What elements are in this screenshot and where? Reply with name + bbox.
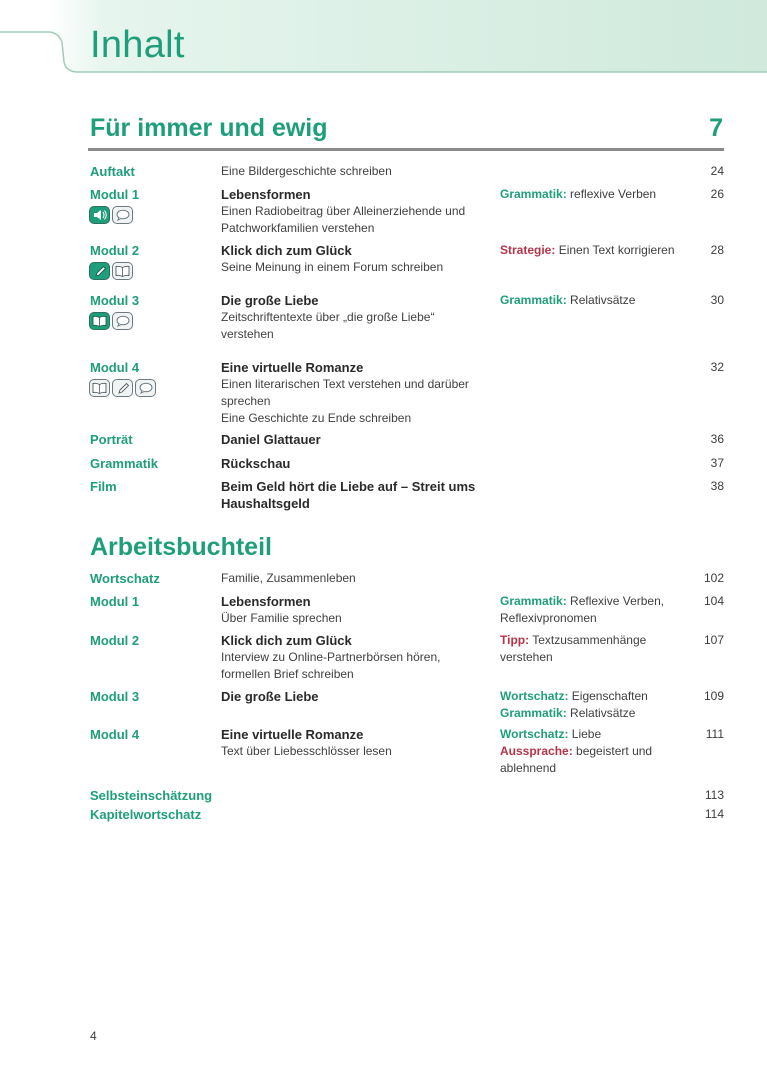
workbook-row-content xyxy=(221,632,491,683)
toc-row-title: Die große Liebe xyxy=(221,293,319,308)
focus-key: Strategie: xyxy=(500,243,556,257)
toc-row-label: Modul 1 xyxy=(90,187,140,202)
workbook-row-label: Modul 1 xyxy=(90,594,140,609)
toc-row-content xyxy=(221,455,491,472)
workbook-extra-page: 113 xyxy=(704,788,724,802)
workbook-title: Arbeitsbuchteil xyxy=(90,533,272,561)
toc-row-page: 24 xyxy=(710,164,724,178)
toc-row-content xyxy=(221,359,491,427)
workbook-extra-label: Kapitelwortschatz xyxy=(90,807,202,822)
focus-line xyxy=(500,649,690,666)
workbook-row-title: Klick dich zum Glück xyxy=(221,633,352,648)
toc-row-page: 26 xyxy=(710,187,724,201)
focus-key: Grammatik: xyxy=(500,594,567,608)
workbook-row-title: Die große Liebe xyxy=(221,689,319,704)
focus-line xyxy=(500,632,690,649)
skill-icons xyxy=(89,379,156,397)
toc-row-page: 30 xyxy=(710,293,724,307)
book-icon-glyph xyxy=(92,315,107,327)
focus-text: verstehen xyxy=(500,650,553,664)
toc-row-description: Einen Radiobeitrag über Alleinerziehende und xyxy=(221,204,466,218)
focus-key: Tipp: xyxy=(500,633,530,647)
book-icon-glyph xyxy=(92,382,107,394)
focus-text: begeistert und xyxy=(572,744,653,758)
toc-row-title: Klick dich zum Glück xyxy=(221,243,352,258)
focus-text: Einen Text korrigieren xyxy=(555,243,675,257)
speech-bubble-icon-glyph xyxy=(139,382,153,394)
toc-row-description: Seine Meinung in einem Forum schreiben xyxy=(221,260,444,274)
focus-text: Relativsätze xyxy=(566,706,636,720)
toc-row-label: Grammatik xyxy=(90,456,158,471)
workbook-row-page: 104 xyxy=(703,594,724,608)
pencil-icon-glyph xyxy=(93,265,107,277)
focus-line xyxy=(500,726,690,743)
focus-line xyxy=(500,688,690,705)
toc-row-content xyxy=(221,292,491,343)
speech-bubble-icon-glyph xyxy=(116,209,130,221)
workbook-row-focus xyxy=(500,726,690,777)
skill-icons xyxy=(89,312,133,330)
workbook-row-focus xyxy=(500,593,690,627)
focus-text: ablehnend xyxy=(500,761,557,775)
workbook-row-label: Modul 4 xyxy=(90,727,140,742)
focus-line xyxy=(500,705,690,722)
toc-row-page: 36 xyxy=(710,432,724,446)
skill-icons xyxy=(89,262,133,280)
chapter-rule xyxy=(88,148,724,151)
pencil-icon xyxy=(89,262,110,280)
toc-row-page: 38 xyxy=(710,479,724,493)
toc-row-content xyxy=(221,478,491,512)
book-icon xyxy=(112,262,133,280)
workbook-row-page: 107 xyxy=(703,633,724,647)
focus-line xyxy=(500,610,690,627)
focus-text: Liebe xyxy=(568,727,602,741)
focus-line xyxy=(500,760,690,777)
skill-icons xyxy=(89,206,133,224)
workbook-row-label: Modul 3 xyxy=(90,689,140,704)
workbook-row-page: 111 xyxy=(705,727,724,741)
toc-row-description: Eine Geschichte zu Ende schreiben xyxy=(221,411,412,425)
toc-row-label: Porträt xyxy=(90,432,133,447)
toc-row-description: Patchworkfamilien verstehen xyxy=(221,221,375,235)
toc-row-focus xyxy=(500,242,690,259)
focus-text: Reflexive Verben, xyxy=(566,594,665,608)
toc-row-label: Film xyxy=(90,479,117,494)
pencil-icon-glyph xyxy=(116,382,130,394)
toc-row-description: Einen literarischen Text verstehen und darüber xyxy=(221,377,469,391)
workbook-row-page: 102 xyxy=(703,571,724,585)
speech-bubble-icon xyxy=(112,312,133,330)
toc-row-description: Zeitschriftentexte über „die große Liebe“ xyxy=(221,310,435,324)
workbook-extra-page: 114 xyxy=(704,807,724,821)
toc-row-page: 28 xyxy=(710,243,724,257)
workbook-extra-label: Selbsteinschätzung xyxy=(90,788,213,803)
speech-bubble-icon-glyph xyxy=(116,315,130,327)
workbook-row-description: Über Familie sprechen xyxy=(221,611,342,625)
book-icon xyxy=(89,312,110,330)
speaker-icon-glyph xyxy=(93,209,107,221)
toc-row-description: Eine Bildergeschichte schreiben xyxy=(221,164,392,178)
chapter-title: Für immer und ewig xyxy=(90,114,328,142)
focus-text: Relativsätze xyxy=(566,293,636,307)
workbook-row-focus xyxy=(500,632,690,666)
workbook-row-description: formellen Brief schreiben xyxy=(221,667,354,681)
focus-key: Wortschatz: xyxy=(500,689,569,703)
workbook-row-page: 109 xyxy=(703,689,724,703)
header-band xyxy=(0,0,767,76)
toc-row-label: Modul 2 xyxy=(90,243,140,258)
workbook-row-description: Text über Liebesschlösser lesen xyxy=(221,744,392,758)
focus-text: Reflexivpronomen xyxy=(500,611,597,625)
workbook-row-title: Eine virtuelle Romanze xyxy=(221,727,364,742)
toc-row-page: 32 xyxy=(710,360,724,374)
workbook-row-content xyxy=(221,570,491,587)
toc-row-description: verstehen xyxy=(221,327,274,341)
toc-row-description: sprechen xyxy=(221,394,271,408)
focus-line xyxy=(500,593,690,610)
toc-row-title: Daniel Glattauer xyxy=(221,432,321,447)
toc-row-content xyxy=(221,242,491,276)
focus-line xyxy=(500,743,690,760)
workbook-row-title: Lebensformen xyxy=(221,594,311,609)
chapter-number: 7 xyxy=(709,114,723,142)
focus-key: Grammatik: xyxy=(500,706,567,720)
page-number: 4 xyxy=(90,1029,97,1043)
workbook-row-label: Modul 2 xyxy=(90,633,140,648)
workbook-row-content xyxy=(221,688,491,705)
toc-row-content xyxy=(221,163,491,180)
workbook-row-description: Familie, Zusammenleben xyxy=(221,571,356,585)
toc-row-title: Lebensformen xyxy=(221,187,311,202)
toc-row-label: Auftakt xyxy=(90,164,135,179)
toc-row-focus xyxy=(500,292,690,309)
workbook-row-label: Wortschatz xyxy=(90,571,160,586)
speech-bubble-icon xyxy=(112,206,133,224)
workbook-row-focus xyxy=(500,688,690,722)
focus-key: Wortschatz: xyxy=(500,727,569,741)
toc-row-content xyxy=(221,186,491,237)
toc-row-label: Modul 4 xyxy=(90,360,140,375)
book-icon-glyph xyxy=(115,265,130,277)
toc-row-title: Beim Geld hört die Liebe auf – Streit ums Haushaltsgeld xyxy=(221,479,476,511)
toc-row-title: Rückschau xyxy=(221,456,291,471)
workbook-row-content xyxy=(221,593,491,627)
focus-key: Grammatik: xyxy=(500,293,567,307)
focus-key: Aussprache: xyxy=(500,744,573,758)
workbook-row-content xyxy=(221,726,491,760)
toc-row-page: 37 xyxy=(710,456,724,470)
speaker-icon xyxy=(89,206,110,224)
toc-row-content xyxy=(221,431,491,448)
book-icon xyxy=(89,379,110,397)
page-title: Inhalt xyxy=(90,24,185,66)
toc-row-focus xyxy=(500,186,690,203)
speech-bubble-icon xyxy=(135,379,156,397)
focus-key: Grammatik: xyxy=(500,187,567,201)
toc-row-title: Eine virtuelle Romanze xyxy=(221,360,364,375)
pencil-icon xyxy=(112,379,133,397)
workbook-row-description: Interview zu Online-Partnerbörsen hören, xyxy=(221,650,441,664)
toc-row-label: Modul 3 xyxy=(90,293,140,308)
focus-text: reflexive Verben xyxy=(566,187,657,201)
focus-text: Textzusammenhänge xyxy=(529,633,647,647)
focus-text: Eigenschaften xyxy=(568,689,648,703)
